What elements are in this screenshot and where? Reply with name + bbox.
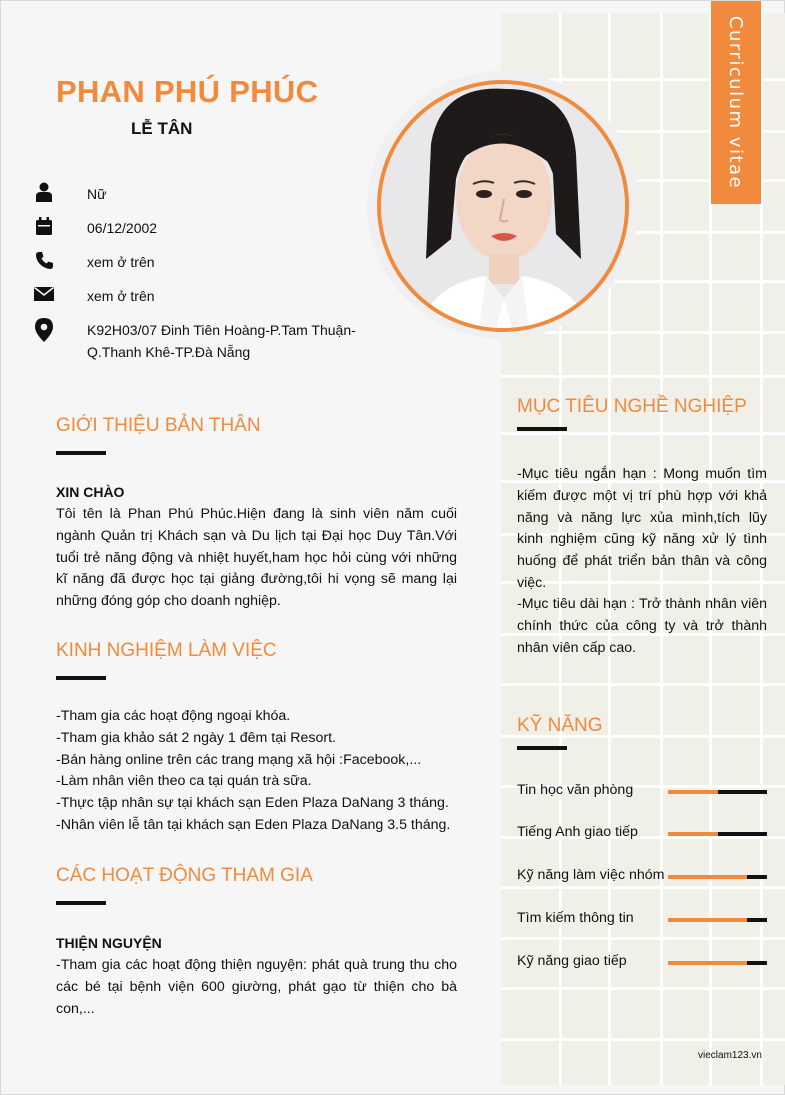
objective-title: MỤC TIÊU NGHỀ NGHIỆP — [517, 396, 747, 417]
address-line-1: K92H03/07 Đinh Tiên Hoàng-P.Tam Thuận- — [87, 322, 356, 338]
skill-label: Tìm kiếm thông tin — [517, 910, 634, 926]
skills-title-underline — [517, 746, 567, 750]
experience-title: KINH NGHIỆM LÀM VIỆC — [56, 640, 277, 661]
curriculum-vitae-tab — [711, 1, 761, 204]
activities-subtitle: THIỆN NGUYỆN — [56, 935, 162, 951]
info-address — [34, 318, 356, 360]
experience-item: -Tham gia các hoạt động ngoại khóa. — [56, 708, 291, 724]
mail-icon — [34, 284, 54, 304]
skill-bar-fill — [668, 961, 747, 965]
experience-item: -Thực tập nhân sự tại khách sạn Eden Plaza DaNang 3 tháng. — [56, 795, 449, 812]
skill-bar-fill — [668, 875, 747, 879]
address-line-2: Q.Thanh Khê-TP.Đà Nẵng — [87, 344, 251, 360]
skill-label: Tiếng Anh giao tiếp — [517, 824, 638, 840]
info-gender — [34, 182, 107, 202]
phone-text: xem ở trên — [87, 254, 155, 270]
experience-item: -Bán hàng online trên các trang mạng xã hội :Facebook,... — [56, 751, 422, 768]
skill-bar — [668, 961, 767, 965]
skill-label: Kỹ năng làm việc nhóm — [517, 867, 665, 883]
gender-text: Nữ — [87, 186, 107, 202]
location-pin-icon — [34, 318, 54, 342]
info-email — [34, 284, 155, 304]
skill-bar — [668, 875, 767, 879]
skill-bar — [668, 918, 767, 922]
address-text — [87, 319, 356, 363]
experience-title-underline — [56, 676, 106, 680]
objective-short-term: -Mục tiêu ngắn hạn : Mong muốn tìm kiếm được một vị trí phù hợp với khả năng và năng lực xủa mình,tích lũy kinh nghiệm cũng kỹ năng xử lý tình huống để phát triển bản thân và công việc. — [517, 466, 767, 591]
skill-bar-fill — [668, 918, 747, 922]
email-text: xem ở trên — [87, 288, 155, 304]
experience-item: -Nhân viên lễ tân tại khách sạn Eden Plaza DaNang 3.5 tháng. — [56, 816, 451, 833]
skill-bar — [668, 832, 767, 836]
candidate-name: PHAN PHÚ PHÚC — [56, 74, 319, 109]
skill-bar-fill — [668, 790, 718, 794]
phone-icon — [34, 250, 54, 270]
about-greeting: XIN CHÀO — [56, 484, 125, 500]
skill-label: Tin học văn phòng — [517, 782, 634, 798]
person-icon — [34, 182, 54, 202]
calendar-icon — [34, 216, 54, 236]
experience-item: -Tham gia khảo sát 2 ngày 1 đêm tại Resort. — [56, 729, 336, 746]
birthdate-text: 06/12/2002 — [87, 220, 158, 236]
experience-list — [56, 706, 476, 837]
about-title-underline — [56, 451, 106, 455]
activities-title-underline — [56, 901, 106, 905]
footer-brand[interactable]: vieclam123.vn — [698, 1050, 762, 1061]
about-paragraph: Tôi tên là Phan Phú Phúc.Hiện đang là sinh viên năm cuối ngành Quản trị Khách sạn và Du lịch tại Đại học Duy Tân.Với tuổi trẻ năng động và nhiệt huyết,ham học hỏi cùng với những kĩ năng đã được học tại giảng đường,tôi hi vọng sẽ mang lại những đóng góp cho doanh nghiệp. — [56, 506, 457, 610]
objective-long-term: -Mục tiêu dài hạn : Trở thành nhân viên chính thức của công ty và trở thành nhân viên cấp cao. — [517, 596, 767, 656]
candidate-role: LỄ TÂN — [131, 119, 193, 138]
skill-label: Kỹ năng giao tiếp — [517, 953, 627, 969]
activities-title: CÁC HOẠT ĐỘNG THAM GIA — [56, 865, 313, 886]
skills-title: KỸ NĂNG — [517, 715, 603, 736]
curriculum-vitae-label: Curriculum vitae — [725, 15, 747, 190]
skill-bar — [668, 790, 767, 794]
info-phone — [34, 250, 155, 270]
objective-title-underline — [517, 427, 567, 431]
about-title: GIỚI THIỆU BẢN THÂN — [56, 415, 261, 436]
experience-item: -Làm nhân viên theo ca tại quán trà sữa. — [56, 773, 312, 790]
profile-photo — [377, 80, 629, 332]
portrait-illustration — [381, 84, 625, 328]
skill-bar-fill — [668, 832, 718, 836]
info-birthdate — [34, 216, 158, 236]
activities-paragraph: -Tham gia các hoạt động thiện nguyện: phát quà trung thu cho các bé tại bệnh viện 600 giường, phát gạo từ thiện cho bà con,... — [56, 957, 457, 1017]
